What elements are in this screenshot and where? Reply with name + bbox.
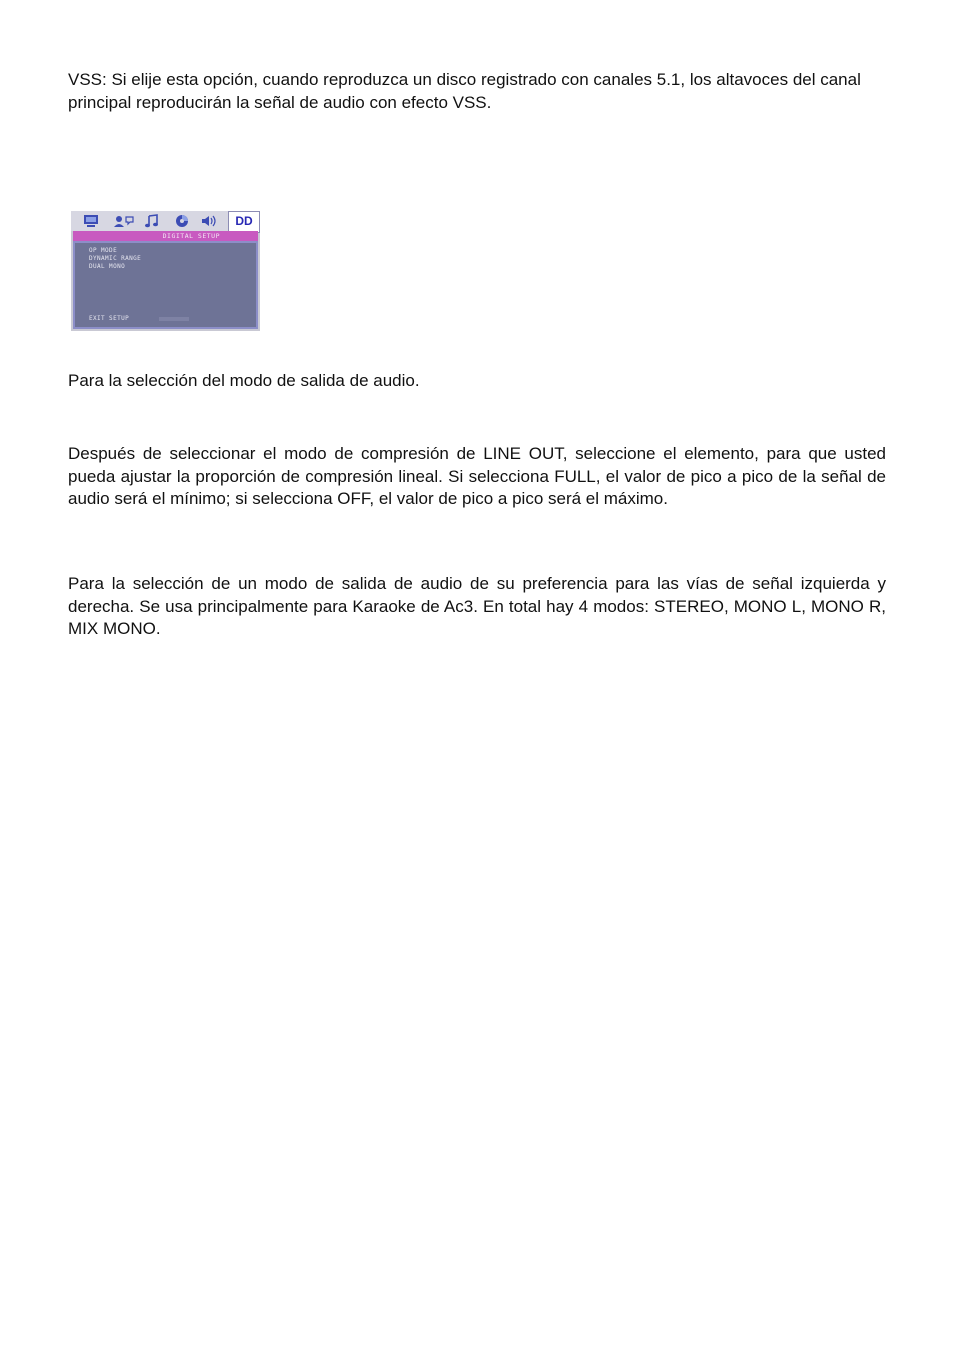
osd-tab-bar xyxy=(71,211,260,231)
disc-icon xyxy=(175,214,189,228)
osd-menu-body xyxy=(73,241,258,329)
osd-item-op-mode: OP MODE xyxy=(89,247,118,254)
osd-item-dual-mono: DUAL MONO xyxy=(89,263,126,270)
paragraph-op-mode: Para la selección del modo de salida de audio. xyxy=(68,371,420,390)
osd-exit-setup: EXIT SETUP xyxy=(89,315,130,322)
osd-title: DIGITAL SETUP xyxy=(73,231,258,241)
digital-setup-screenshot xyxy=(71,211,260,331)
speaker-icon xyxy=(201,214,219,228)
paragraph-vss: VSS: Si elije esta opción, cuando reproduzca un disco registrado con canales 5.1, los altavoces del canal principal reproducirán la señal de audio con efecto VSS. xyxy=(68,70,861,112)
osd-hint-bar xyxy=(159,317,189,321)
language-icon xyxy=(113,214,135,228)
osd-item-dynamic-range: DYNAMIC RANGE xyxy=(89,255,142,262)
monitor-icon xyxy=(83,214,99,228)
tab-dd-active: DD xyxy=(228,211,260,233)
paragraph-dynamic-range: Después de seleccionar el modo de compresión de LINE OUT, seleccione el elemento, para que usted pueda ajustar la proporción de compresión lineal. Si selecciona FULL, el valor de pico a pico de la señal de audio será el mínimo; si selecciona OFF, el valor de pico a pico será el máximo. xyxy=(68,444,886,508)
paragraph-dual-mono: Para la selección de un modo de salida de audio de su preferencia para las vías de señal izquierda y derecha. Se usa principalmente para Karaoke de Ac3. En total hay 4 modos: STEREO, MONO L, MONO R, MIX MONO. xyxy=(68,574,886,638)
music-note-icon xyxy=(144,214,160,228)
